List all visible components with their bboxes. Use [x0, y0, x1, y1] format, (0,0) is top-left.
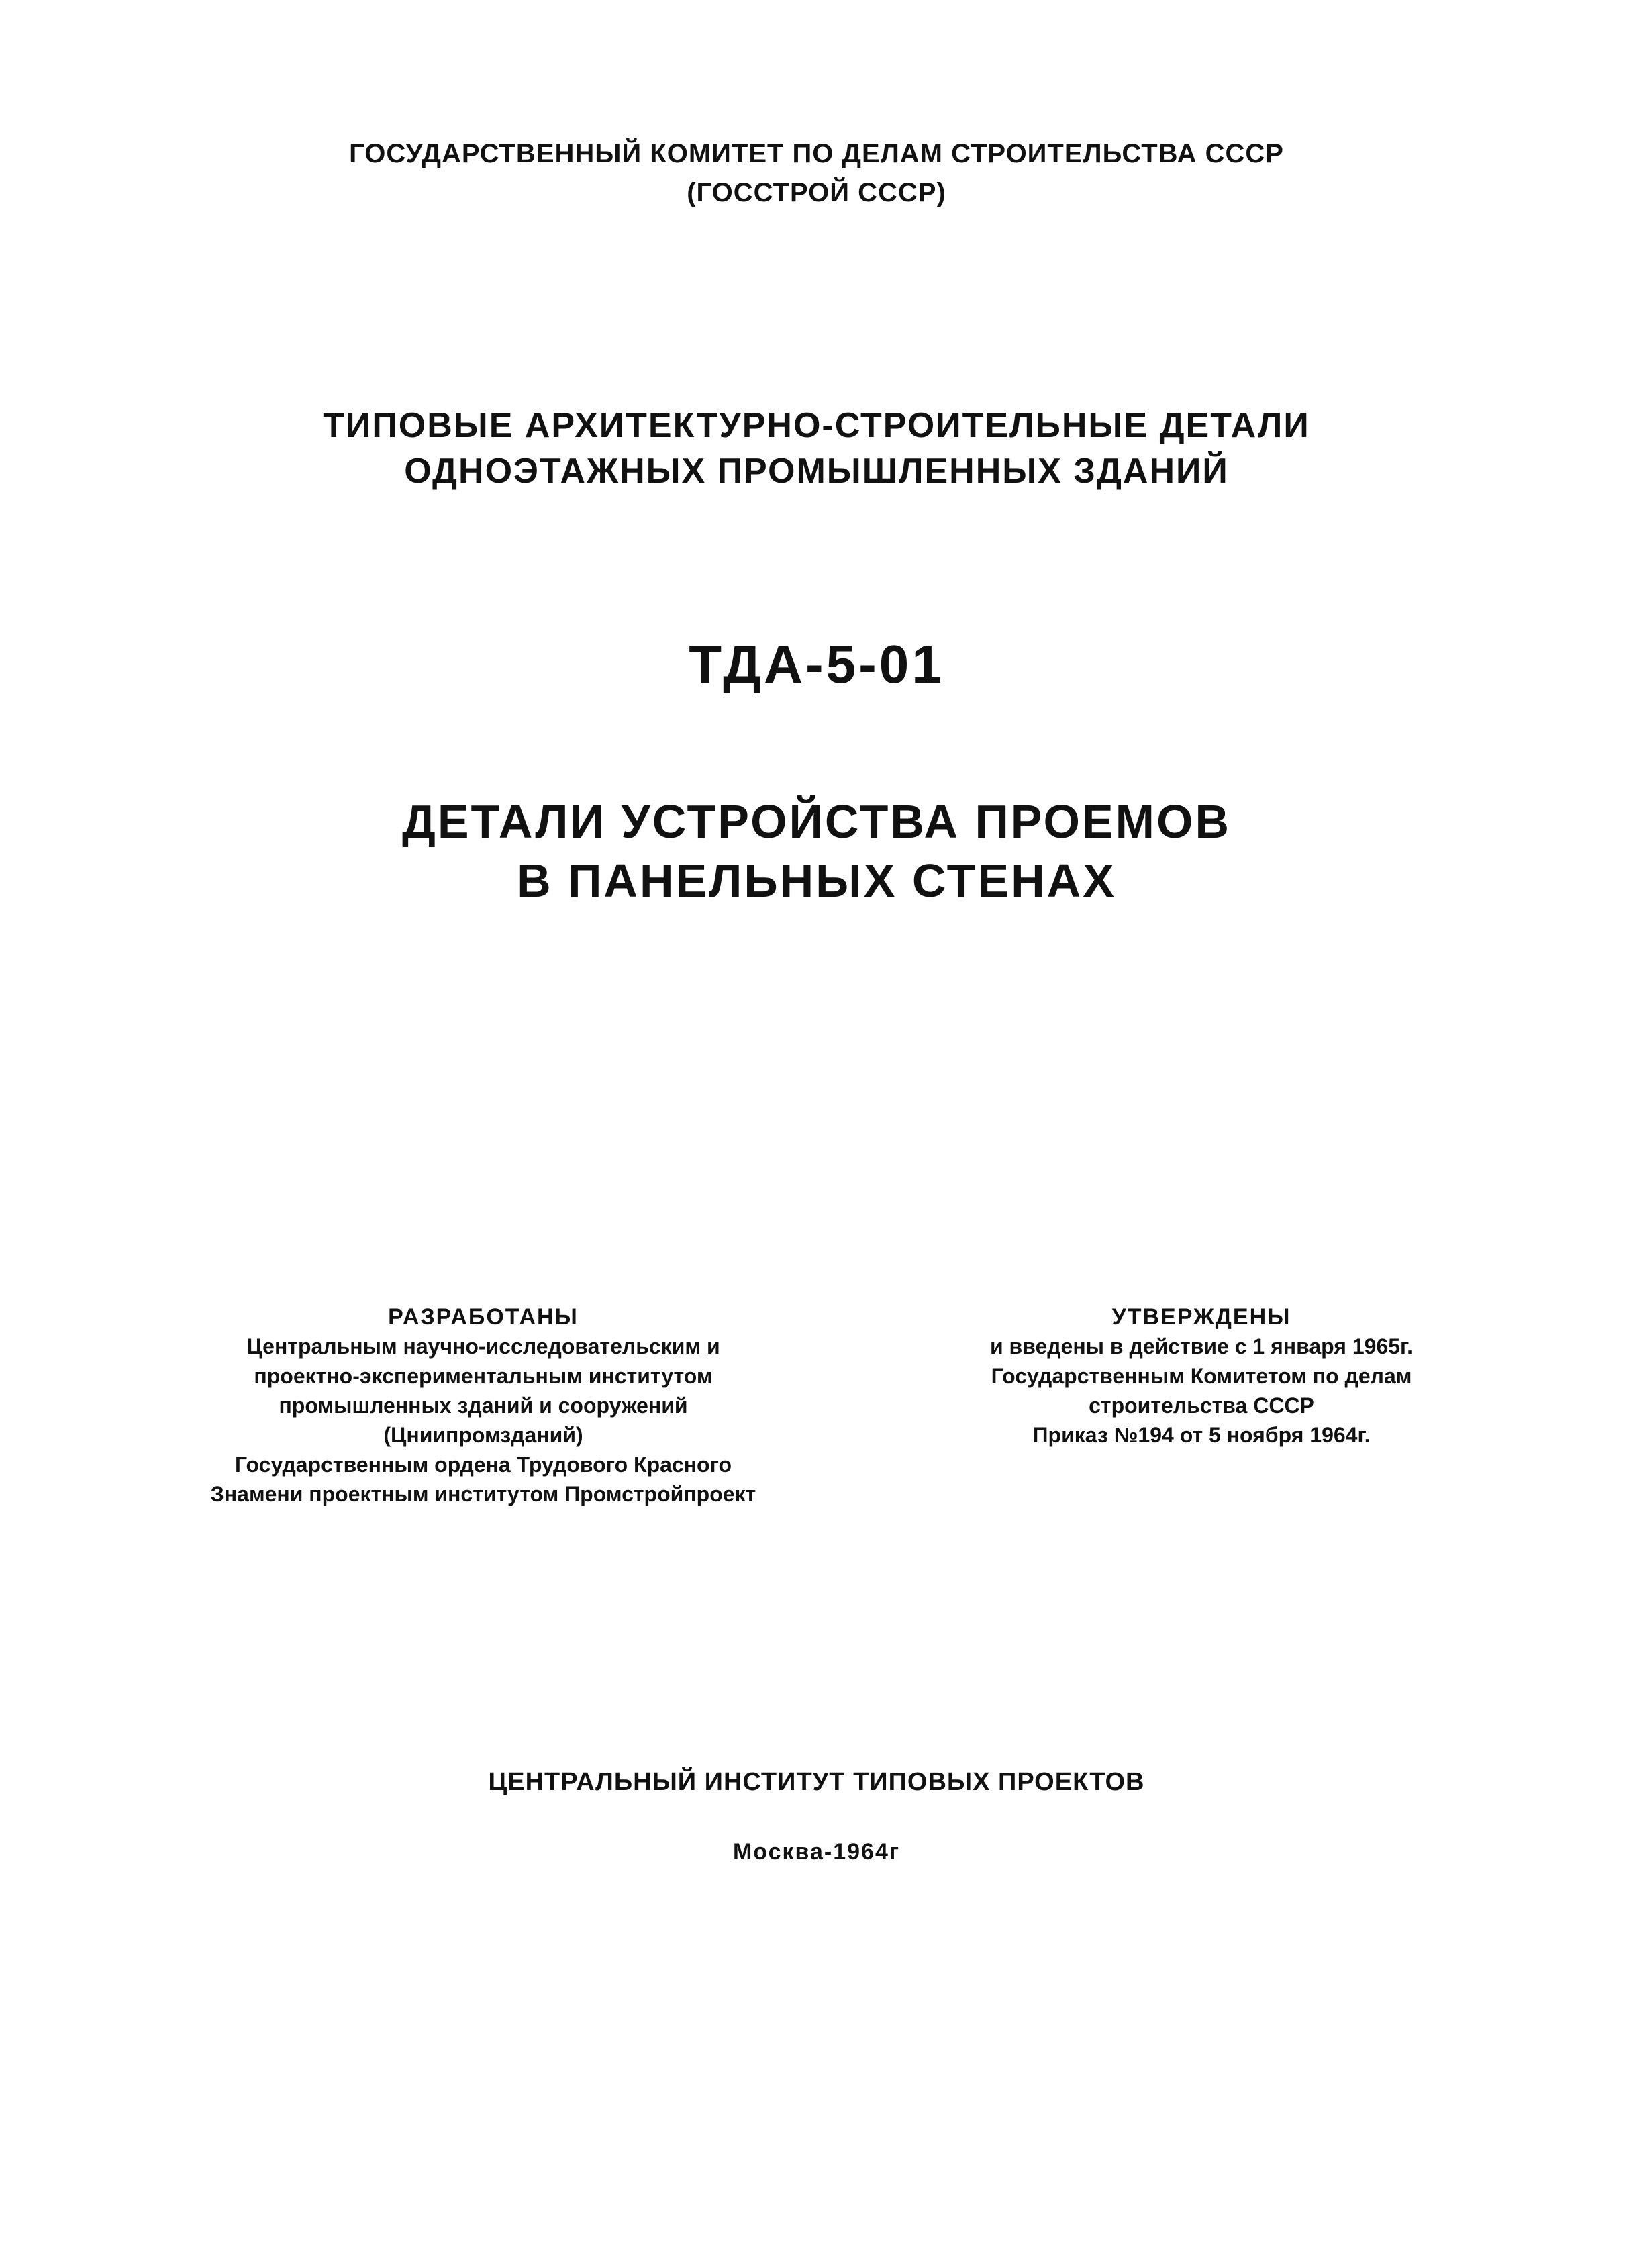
series-title-line-2: ОДНОЭТАЖНЫХ ПРОМЫШЛЕННЫХ ЗДАНИЙ: [404, 452, 1229, 491]
document-code: ТДА-5-01: [689, 634, 944, 694]
approved-line: и введены в действие с 1 января 1965г.: [989, 1334, 1414, 1359]
developed-line: (Цниипромзданий): [383, 1423, 583, 1447]
document-title-line-2: В ПАНЕЛЬНЫХ СТЕНАХ: [517, 854, 1116, 907]
developed-heading: РАЗРАБОТАНЫ: [388, 1304, 579, 1330]
committee-abbreviation: (ГОССТРОЙ СССР): [687, 178, 946, 207]
approved-heading: УТВЕРЖДЕНЫ: [1111, 1304, 1291, 1330]
publisher-name: ЦЕНТРАЛЬНЫЙ ИНСТИТУТ ТИПОВЫХ ПРОЕКТОВ: [488, 1768, 1145, 1796]
approved-line: строительства СССР: [1089, 1393, 1314, 1418]
series-title-line-1: ТИПОВЫЕ АРХИТЕКТУРНО-СТРОИТЕЛЬНЫЕ ДЕТАЛИ: [323, 406, 1310, 445]
developed-line: Государственным ордена Трудового Красного: [234, 1452, 732, 1477]
committee-header: [0, 134, 1633, 212]
approved-line: Государственным Комитетом по делам: [991, 1364, 1412, 1388]
document-title-line-1: ДЕТАЛИ УСТРОЙСТВА ПРОЕМОВ: [402, 795, 1231, 848]
committee-name: ГОСУДАРСТВЕННЫЙ КОМИТЕТ ПО ДЕЛАМ СТРОИТЕЛЬСТВА СССР: [349, 139, 1284, 168]
developed-by-block: [175, 1302, 792, 1509]
city-year: Москва-1964г: [732, 1839, 901, 1865]
document-title: [0, 792, 1633, 910]
developed-line: Знамени проектным институтом Промстройпроект: [210, 1482, 756, 1506]
series-title: [0, 403, 1633, 494]
developed-line: промышленных зданий и сооружений: [279, 1393, 688, 1418]
approved-by-block: [940, 1302, 1463, 1450]
developed-line: проектно-экспериментальным институтом: [254, 1364, 713, 1388]
approved-line: Приказ №194 от 5 ноября 1964г.: [1032, 1423, 1371, 1447]
developed-line: Центральным научно-исследовательским и: [246, 1334, 720, 1359]
